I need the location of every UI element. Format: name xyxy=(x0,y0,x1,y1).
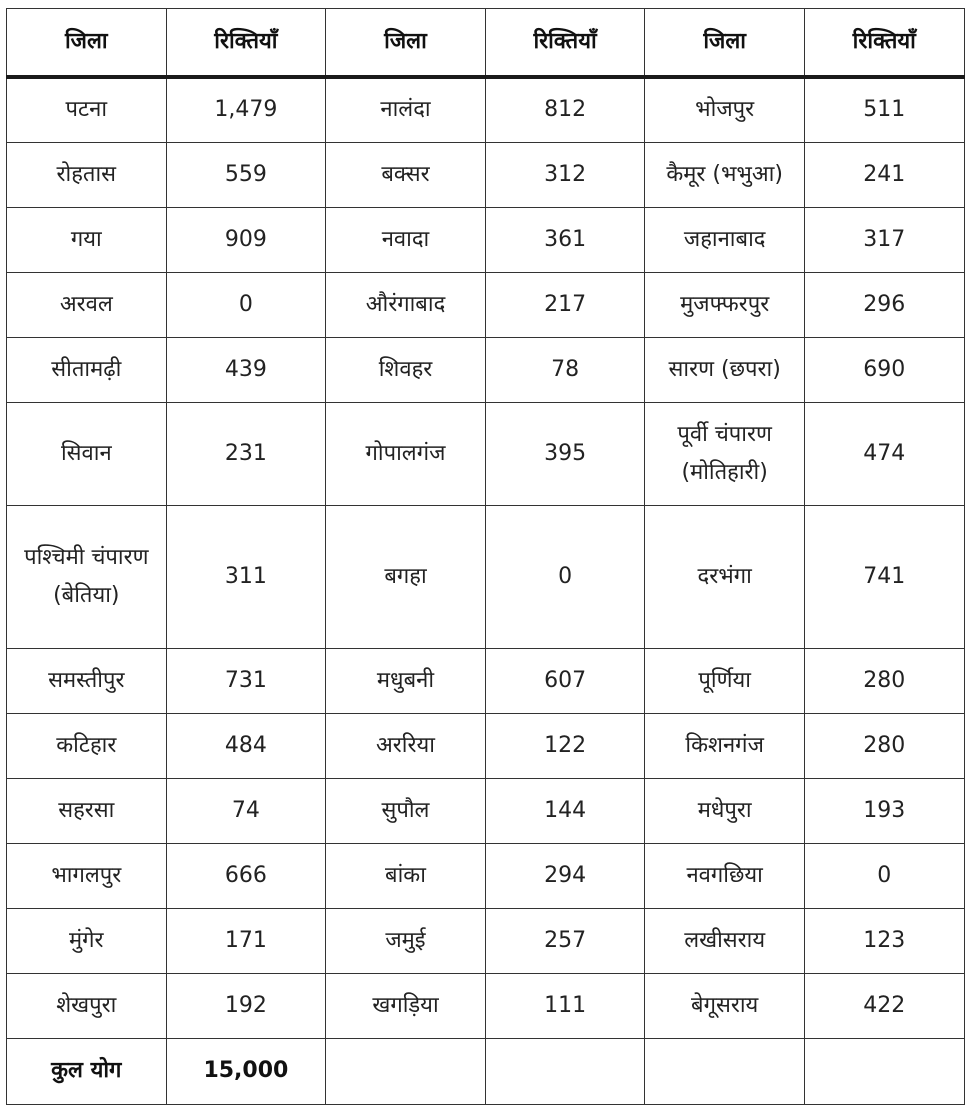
vacancy-cell: 311 xyxy=(166,505,326,648)
district-cell: सिवान xyxy=(7,402,167,505)
header-row xyxy=(7,9,965,78)
district-cell: बक्सर xyxy=(326,142,486,207)
vacancy-cell: 122 xyxy=(485,713,645,778)
table-row xyxy=(7,402,965,505)
vacancy-cell: 193 xyxy=(804,778,964,843)
vacancy-cell: 909 xyxy=(166,207,326,272)
empty-cell xyxy=(326,1038,486,1104)
district-cell: जमुई xyxy=(326,908,486,973)
district-cell: मधुबनी xyxy=(326,648,486,713)
vacancy-cell: 607 xyxy=(485,648,645,713)
table-row xyxy=(7,713,965,778)
district-cell: शिवहर xyxy=(326,337,486,402)
vacancy-cell: 111 xyxy=(485,973,645,1038)
vacancy-cell: 78 xyxy=(485,337,645,402)
district-cell: सारण (छपरा) xyxy=(645,337,805,402)
district-vacancy-table xyxy=(6,8,965,1105)
district-cell: किशनगंज xyxy=(645,713,805,778)
vacancy-cell: 439 xyxy=(166,337,326,402)
vacancy-cell: 280 xyxy=(804,648,964,713)
vacancy-cell: 296 xyxy=(804,272,964,337)
vacancy-cell: 144 xyxy=(485,778,645,843)
table-row xyxy=(7,207,965,272)
district-cell: गया xyxy=(7,207,167,272)
district-cell: बगहा xyxy=(326,505,486,648)
table-row xyxy=(7,337,965,402)
table-row xyxy=(7,142,965,207)
vacancy-cell: 241 xyxy=(804,142,964,207)
district-cell: मधेपुरा xyxy=(645,778,805,843)
district-cell: सीतामढ़ी xyxy=(7,337,167,402)
district-cell: लखीसराय xyxy=(645,908,805,973)
vacancy-cell: 666 xyxy=(166,843,326,908)
district-cell: बेगूसराय xyxy=(645,973,805,1038)
table-row xyxy=(7,272,965,337)
vacancy-cell: 0 xyxy=(485,505,645,648)
district-cell: नवादा xyxy=(326,207,486,272)
district-cell: दरभंगा xyxy=(645,505,805,648)
district-cell: भागलपुर xyxy=(7,843,167,908)
vacancy-cell: 395 xyxy=(485,402,645,505)
total-row xyxy=(7,1038,965,1104)
table-header xyxy=(7,9,965,78)
district-cell: पूर्णिया xyxy=(645,648,805,713)
table-row xyxy=(7,77,965,142)
district-cell: बांका xyxy=(326,843,486,908)
empty-cell xyxy=(485,1038,645,1104)
header-district-2: जिला xyxy=(326,9,486,78)
district-cell: रोहतास xyxy=(7,142,167,207)
district-cell: सहरसा xyxy=(7,778,167,843)
vacancy-cell: 422 xyxy=(804,973,964,1038)
vacancy-cell: 361 xyxy=(485,207,645,272)
district-cell: नालंदा xyxy=(326,77,486,142)
table-row xyxy=(7,908,965,973)
header-vacancies-1: रिक्तियाँ xyxy=(166,9,326,78)
vacancy-cell: 294 xyxy=(485,843,645,908)
vacancy-cell: 0 xyxy=(804,843,964,908)
total-label: कुल योग xyxy=(7,1038,167,1104)
vacancy-cell: 217 xyxy=(485,272,645,337)
table-row xyxy=(7,648,965,713)
district-cell: मुजफ्फरपुर xyxy=(645,272,805,337)
vacancy-cell: 0 xyxy=(166,272,326,337)
table-row xyxy=(7,843,965,908)
vacancy-cell: 741 xyxy=(804,505,964,648)
district-cell: भोजपुर xyxy=(645,77,805,142)
table-row xyxy=(7,973,965,1038)
table-row xyxy=(7,778,965,843)
vacancy-cell: 171 xyxy=(166,908,326,973)
vacancy-cell: 192 xyxy=(166,973,326,1038)
district-cell: खगड़िया xyxy=(326,973,486,1038)
vacancy-cell: 317 xyxy=(804,207,964,272)
district-cell: पटना xyxy=(7,77,167,142)
district-cell: अरवल xyxy=(7,272,167,337)
vacancy-cell: 312 xyxy=(485,142,645,207)
district-cell: कटिहार xyxy=(7,713,167,778)
empty-cell xyxy=(645,1038,805,1104)
vacancy-cell: 484 xyxy=(166,713,326,778)
district-cell: समस्तीपुर xyxy=(7,648,167,713)
vacancy-cell: 231 xyxy=(166,402,326,505)
vacancy-cell: 280 xyxy=(804,713,964,778)
header-vacancies-3: रिक्तियाँ xyxy=(804,9,964,78)
district-cell: सुपौल xyxy=(326,778,486,843)
vacancy-table-container xyxy=(6,8,965,1105)
vacancy-cell: 74 xyxy=(166,778,326,843)
header-district-1: जिला xyxy=(7,9,167,78)
vacancy-cell: 690 xyxy=(804,337,964,402)
vacancy-cell: 559 xyxy=(166,142,326,207)
header-district-3: जिला xyxy=(645,9,805,78)
vacancy-cell: 812 xyxy=(485,77,645,142)
vacancy-cell: 1,479 xyxy=(166,77,326,142)
district-cell: शेखपुरा xyxy=(7,973,167,1038)
table-body xyxy=(7,77,965,1104)
district-cell: गोपालगंज xyxy=(326,402,486,505)
district-cell: जहानाबाद xyxy=(645,207,805,272)
district-cell: पश्चिमी चंपारण (बेतिया) xyxy=(7,505,167,648)
header-vacancies-2: रिक्तियाँ xyxy=(485,9,645,78)
empty-cell xyxy=(804,1038,964,1104)
district-cell: औरंगाबाद xyxy=(326,272,486,337)
vacancy-cell: 474 xyxy=(804,402,964,505)
district-cell: कैमूर (भभुआ) xyxy=(645,142,805,207)
vacancy-cell: 731 xyxy=(166,648,326,713)
vacancy-cell: 123 xyxy=(804,908,964,973)
district-cell: मुंगेर xyxy=(7,908,167,973)
vacancy-cell: 511 xyxy=(804,77,964,142)
table-row xyxy=(7,505,965,648)
total-value: 15,000 xyxy=(166,1038,326,1104)
vacancy-cell: 257 xyxy=(485,908,645,973)
district-cell: पूर्वी चंपारण (मोतिहारी) xyxy=(645,402,805,505)
district-cell: नवगछिया xyxy=(645,843,805,908)
district-cell: अररिया xyxy=(326,713,486,778)
